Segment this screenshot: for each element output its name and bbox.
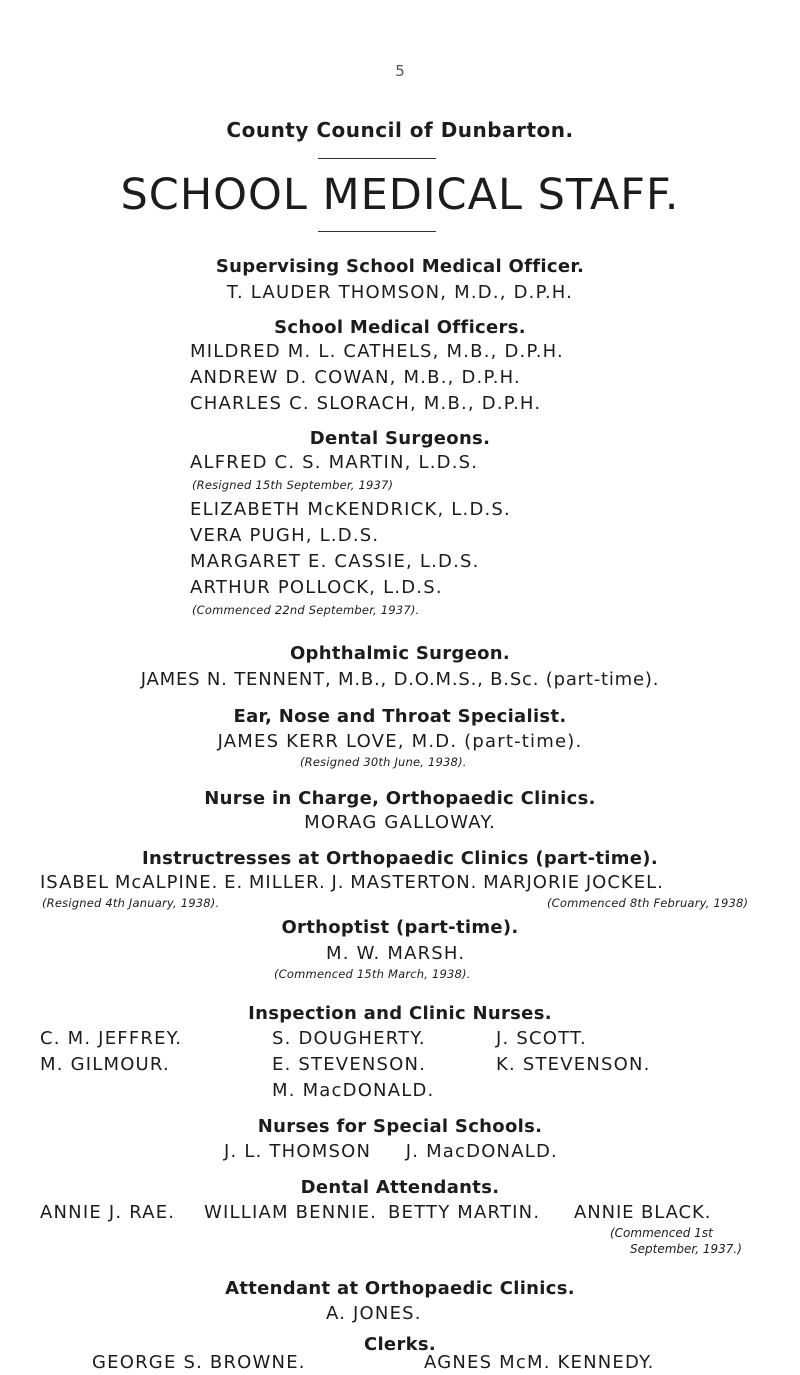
orthoptist-name: M. W. MARSH. xyxy=(326,943,466,964)
inspection-nurse: M. MacDONALD. xyxy=(272,1080,435,1101)
clerk-name: AGNES McM. KENNEDY. xyxy=(424,1352,655,1373)
ent-note: (Resigned 30th June, 1938). xyxy=(300,755,467,769)
supervising-name: T. LAUDER THOMSON, M.D., D.P.H. xyxy=(226,282,574,303)
officer-name: MILDRED M. L. CATHELS, M.B., D.P.H. xyxy=(190,341,564,362)
council-name: County Council of Dunbarton. xyxy=(226,118,574,142)
dental-surgeon-name: MARGARET E. CASSIE, L.D.S. xyxy=(190,551,480,572)
dental-surgeon-note: (Commenced 22nd September, 1937). xyxy=(192,603,420,617)
dental-surgeon-name: ARTHUR POLLOCK, L.D.S. xyxy=(190,577,443,598)
divider-bottom xyxy=(318,231,436,232)
attendant-ortho-heading: Attendant at Orthopaedic Clinics. xyxy=(225,1278,575,1299)
dental-attendant: BETTY MARTIN. xyxy=(388,1202,541,1223)
inspection-nurse: E. STEVENSON. xyxy=(272,1054,427,1075)
instructresses-names: ISABEL McALPINE. E. MILLER. J. MASTERTON. MARJORIE JOCKEL. xyxy=(40,872,664,893)
officer-name: CHARLES C. SLORACH, M.B., D.P.H. xyxy=(190,393,542,414)
school-officers-heading: School Medical Officers. xyxy=(274,317,526,338)
dental-attendant: WILLIAM BENNIE. xyxy=(204,1202,378,1223)
inspection-nurse: M. GILMOUR. xyxy=(40,1054,170,1075)
dental-surgeons-heading: Dental Surgeons. xyxy=(309,428,491,449)
officer-name: ANDREW D. COWAN, M.B., D.P.H. xyxy=(190,367,521,388)
dental-attendant: ANNIE BLACK. xyxy=(574,1202,712,1223)
instructress-note-resigned: (Resigned 4th January, 1938). xyxy=(42,896,220,910)
dental-surgeon-note: (Resigned 15th September, 1937) xyxy=(192,478,394,492)
page-title: SCHOOL MEDICAL STAFF. xyxy=(120,170,680,220)
inspection-nurse: C. M. JEFFREY. xyxy=(40,1028,183,1049)
divider-top xyxy=(318,158,436,159)
attendant-ortho-name: A. JONES. xyxy=(326,1303,422,1324)
nurse-charge-name: MORAG GALLOWAY. xyxy=(304,812,496,833)
instructress-note-commenced: (Commenced 8th February, 1938) xyxy=(547,896,749,910)
dental-surgeon-name: VERA PUGH, L.D.S. xyxy=(190,525,380,546)
inspection-nurse: K. STEVENSON. xyxy=(496,1054,651,1075)
special-nurses-heading: Nurses for Special Schools. xyxy=(257,1116,543,1137)
instructresses-heading: Instructresses at Orthopaedic Clinics (part-time). xyxy=(142,848,658,869)
inspection-nurse: J. SCOTT. xyxy=(496,1028,587,1049)
inspection-nurse: S. DOUGHERTY. xyxy=(272,1028,426,1049)
orthoptist-heading: Orthoptist (part-time). xyxy=(281,917,519,938)
ophthalmic-name: JAMES N. TENNENT, M.B., D.O.M.S., B.Sc. (part-time). xyxy=(140,669,660,690)
dental-surgeon-name: ALFRED C. S. MARTIN, L.D.S. xyxy=(190,452,479,473)
dental-attendant-note: (Commenced 1st xyxy=(610,1226,713,1240)
clerks-heading: Clerks. xyxy=(363,1334,437,1355)
nurse-charge-heading: Nurse in Charge, Orthopaedic Clinics. xyxy=(204,788,596,809)
dental-attendant: ANNIE J. RAE. xyxy=(40,1202,176,1223)
inspection-nurses-heading: Inspection and Clinic Nurses. xyxy=(248,1003,552,1024)
ent-heading: Ear, Nose and Throat Specialist. xyxy=(233,706,567,727)
dental-surgeon-name: ELIZABETH McKENDRICK, L.D.S. xyxy=(190,499,511,520)
orthoptist-note: (Commenced 15th March, 1938). xyxy=(274,967,471,981)
dental-attendants-heading: Dental Attendants. xyxy=(300,1177,500,1198)
page-number: 5 xyxy=(395,62,405,80)
special-nurses-names: J. L. THOMSON J. MacDONALD. xyxy=(224,1141,558,1162)
clerk-name: GEORGE S. BROWNE. xyxy=(92,1352,306,1373)
ophthalmic-heading: Ophthalmic Surgeon. xyxy=(289,643,511,664)
supervising-heading: Supervising School Medical Officer. xyxy=(215,256,585,277)
dental-attendant-note: September, 1937.) xyxy=(630,1242,742,1256)
ent-name: JAMES KERR LOVE, M.D. (part-time). xyxy=(217,731,583,752)
